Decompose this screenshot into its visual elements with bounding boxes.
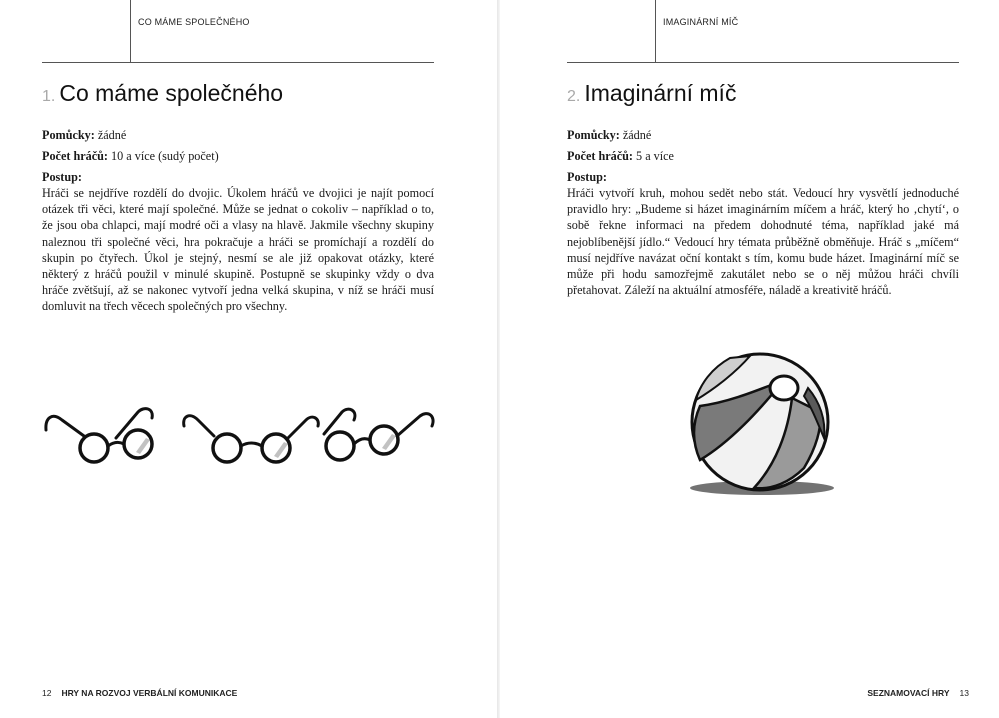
aids-value: žádné xyxy=(97,128,127,142)
title-text: Imaginární míč xyxy=(584,80,737,106)
aids-label: Pomůcky: xyxy=(42,128,95,142)
players-label: Počet hráčů: xyxy=(42,149,108,164)
running-head: CO MÁME SPOLEČNÉHO xyxy=(138,17,250,27)
players-field xyxy=(567,148,959,164)
players-value: 10 a více (sudý počet) xyxy=(111,149,219,164)
procedure-label: Postup: xyxy=(42,170,82,185)
title-text: Co máme společného xyxy=(59,80,284,106)
running-head-divider xyxy=(130,0,131,62)
footer-section: SEZNAMOVACÍ HRY xyxy=(867,688,950,698)
page-title xyxy=(567,80,736,107)
players-label: Počet hráčů: xyxy=(567,149,633,164)
players-field xyxy=(42,148,434,164)
glasses-illustration xyxy=(42,398,437,470)
aids-field xyxy=(567,127,959,143)
aids-label: Pomůcky: xyxy=(567,128,620,142)
page-title xyxy=(42,80,283,107)
header-rule xyxy=(42,62,434,63)
running-head-divider xyxy=(655,0,656,62)
page-number: 12 xyxy=(42,688,52,698)
title-number: 1. xyxy=(42,88,56,105)
procedure-label: Postup: xyxy=(567,170,607,185)
footer-section: HRY NA ROZVOJ VERBÁLNÍ KOMUNIKACE xyxy=(61,688,238,698)
aids-value: žádné xyxy=(622,128,652,142)
procedure-text: Hráči se nejdříve rozdělí do dvojic. Úkolem hráčů ve dvojici je najít pomocí otázek tři věci, které mají společné. Může se jednat o cokoliv – například o to, že jsou oba chlapci, mají modré oči a vlasy na hlavě. Jakmile všechny skupiny naleznou tři společné věci, hra pokračuje a hráči se promíchají a rozdělí do skupin po čtyřech. Úkol je stejný, nesmí se ale již opakovat otázky, které některý z hráčů použil v minulé skupině. Postupně se skupinky vždy o dva hráče zvětšují, až se nakonec vytvoří jedna velká skupina, v níž se hráči musí domluvit na třech věcech společných pro všechny. xyxy=(42,186,434,313)
header-rule xyxy=(567,62,959,63)
title-number: 2. xyxy=(567,88,581,105)
beach-ball-illustration xyxy=(680,342,840,502)
right-page xyxy=(500,0,999,718)
aids-field xyxy=(42,127,434,143)
page-footer xyxy=(867,688,979,698)
page-footer xyxy=(32,688,237,698)
running-head: IMAGINÁRNÍ MÍČ xyxy=(663,17,739,27)
page-number: 13 xyxy=(959,688,969,698)
players-value: 5 a více xyxy=(636,149,674,164)
game-description xyxy=(42,127,434,314)
game-description xyxy=(567,127,959,298)
procedure-text: Hráči vytvoří kruh, mohou sedět nebo stát. Vedoucí hry vysvětlí jednoduché pravidlo hry: „Budeme si házet imaginárním míčem a hráč, který ho ‚chytí‘, o sobě řekne informaci na předem dohodnuté téma, například jaké má nejoblíbenější jídlo.“ Vedoucí hry témata průběžně obměňuje. Hráč s „míčem“ musí nejdříve navázat oční kontakt s tím, komu bude házet. Imaginární míč se může při hodu samozřejmě zakutálet nebo se o něj můžou hráči chvíli přetahovat. Záleží na aktuální atmosféře, náladě a kreativitě hráčů. xyxy=(567,186,959,297)
